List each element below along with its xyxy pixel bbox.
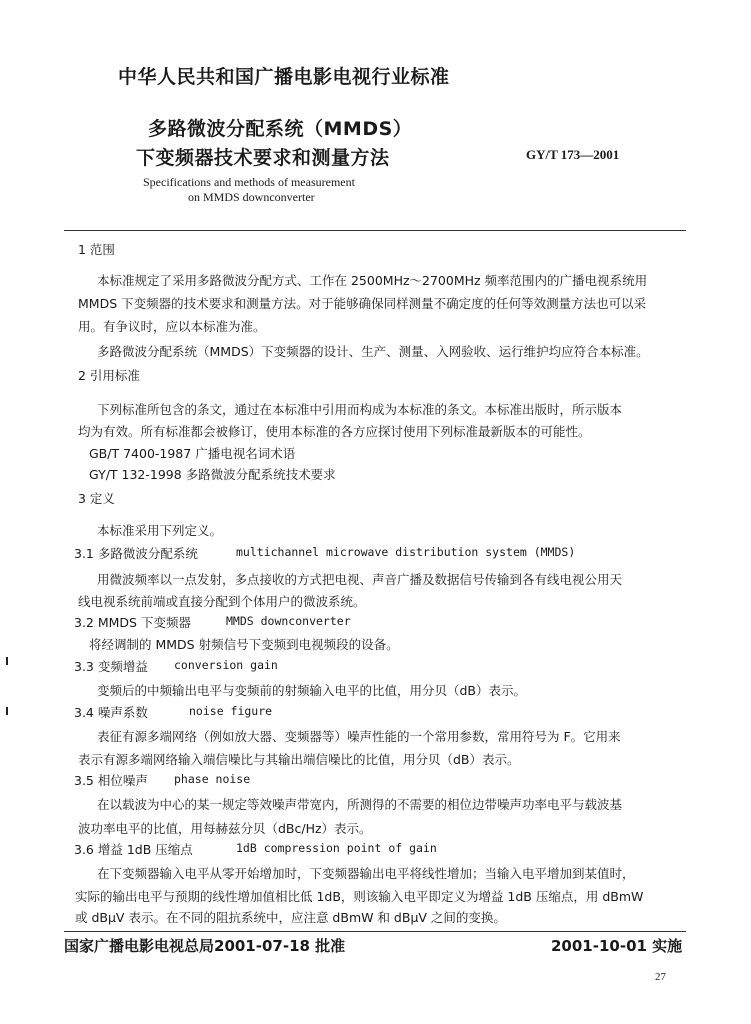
definition-3-6-english: 1dB compression point of gain	[236, 841, 437, 855]
reference-2: GY/T 132-1998 多路微波分配系统技术要求	[89, 467, 336, 482]
definition-3-6-term: 3.6 增益 1dB 压缩点	[74, 842, 193, 857]
definition-3-4-english: noise figure	[189, 704, 273, 718]
definition-3-1-english: multichannel microwave distribution system (MMDS)	[236, 545, 576, 559]
definition-3-6-line1: 在下变频器输入电平从零开始增加时，下变频器输出电平将线性增加；当输入电平增加到某值时，	[97, 866, 635, 881]
definition-3-4-term: 3.4 噪声系数	[74, 705, 148, 720]
english-title-line1: Specifications and methods of measurement	[143, 175, 355, 189]
definition-3-4-line1: 表征有源多端网络（例如放大器、变频器等）噪声性能的一个常用参数，常用符号为 F。它用来	[97, 729, 621, 744]
section-1-para2: 多路微波分配系统（MMDS）下变频器的设计、生产、测量、入网验收、运行维护均应符合本标准。	[97, 344, 649, 359]
reference-1: GB/T 7400-1987 广播电视名词术语	[89, 446, 296, 461]
page-number: 27	[655, 971, 666, 983]
section-2-para-line1: 下列标准所包含的条文，通过在本标准中引用而构成为本标准的条文。本标准出版时，所示版本	[97, 402, 623, 417]
definition-3-4-line2: 表示有源多端网络输入端信噪比与其输出端信噪比的比值，用分贝（dB）表示。	[78, 752, 520, 767]
section-1-para1-line1: 本标准规定了采用多路微波分配方式、工作在 2500MHz～2700MHz 频率范围内的广播电视系统用	[97, 273, 648, 288]
section-1-para1-line2: MMDS 下变频器的技术要求和测量方法。对于能够确保同样测量不确定度的任何等效测量方法也可以采	[78, 296, 647, 311]
scan-mark	[6, 707, 8, 715]
section-1-heading: 1 范围	[78, 242, 115, 257]
footer-divider	[64, 931, 686, 932]
definition-3-2-english: MMDS downconverter	[226, 614, 351, 628]
section-2-heading: 2 引用标准	[78, 368, 140, 383]
section-3-intro: 本标准采用下列定义。	[97, 523, 223, 538]
doc-title-line1: 多路微波分配系统（MMDS）	[148, 118, 413, 140]
header-divider	[64, 230, 686, 231]
definition-3-1-term: 3.1 多路微波分配系统	[74, 546, 198, 561]
definition-3-6-line2: 实际的输出电平与预期的线性增加值相比低 1dB，则该输入电平即定义为增益 1dB 压缩点，用 dBmW	[75, 889, 644, 904]
definition-3-5-english: phase noise	[174, 772, 251, 786]
definition-3-1-line1: 用微波频率以一点发射，多点接收的方式把电视、声音广播及数据信号传输到各有线电视公用天	[97, 572, 623, 587]
english-title-line2: on MMDS downconverter	[188, 190, 315, 204]
doc-title-line2: 下变频器技术要求和测量方法	[136, 147, 390, 169]
approval-line: 国家广播电影电视总局2001-07-18 批准	[64, 937, 346, 955]
section-1-para1-line3: 用。有争议时，应以本标准为准。	[78, 319, 266, 334]
scan-mark	[6, 657, 8, 665]
definition-3-5-line1: 在以载波为中心的某一规定等效噪声带宽内，所测得的不需要的相位边带噪声功率电平与载波基	[97, 797, 623, 812]
definition-3-2-line1: 将经调制的 MMDS 射频信号下变频到电视频段的设备。	[89, 637, 399, 652]
section-2-para-line2: 均为有效。所有标准都会被修订，使用本标准的各方应探讨使用下列标准最新版本的可能性。	[78, 424, 591, 439]
definition-3-3-english: conversion gain	[174, 658, 278, 672]
definition-3-5-line2: 波功率电平的比值，用每赫兹分贝（dBc/Hz）表示。	[78, 821, 372, 836]
definition-3-6-line3: 或 dBμV 表示。在不同的阻抗系统中，应注意 dBmW 和 dBμV 之间的变换。	[75, 910, 506, 925]
definition-3-3-line1: 变频后的中频输出电平与变频前的射频输入电平的比值，用分贝（dB）表示。	[97, 683, 527, 698]
section-3-heading: 3 定义	[78, 491, 115, 506]
ministry-title: 中华人民共和国广播电影电视行业标准	[118, 66, 450, 88]
definition-3-1-line2: 线电视系统前端或直接分配到个体用户的微波系统。	[78, 594, 366, 609]
standard-number: GY/T 173—2001	[526, 147, 620, 162]
definition-3-5-term: 3.5 相位噪声	[74, 773, 148, 788]
implementation-date: 2001-10-01 实施	[551, 937, 683, 955]
definition-3-2-term: 3.2 MMDS 下变频器	[74, 615, 191, 630]
definition-3-3-term: 3.3 变频增益	[74, 659, 148, 674]
